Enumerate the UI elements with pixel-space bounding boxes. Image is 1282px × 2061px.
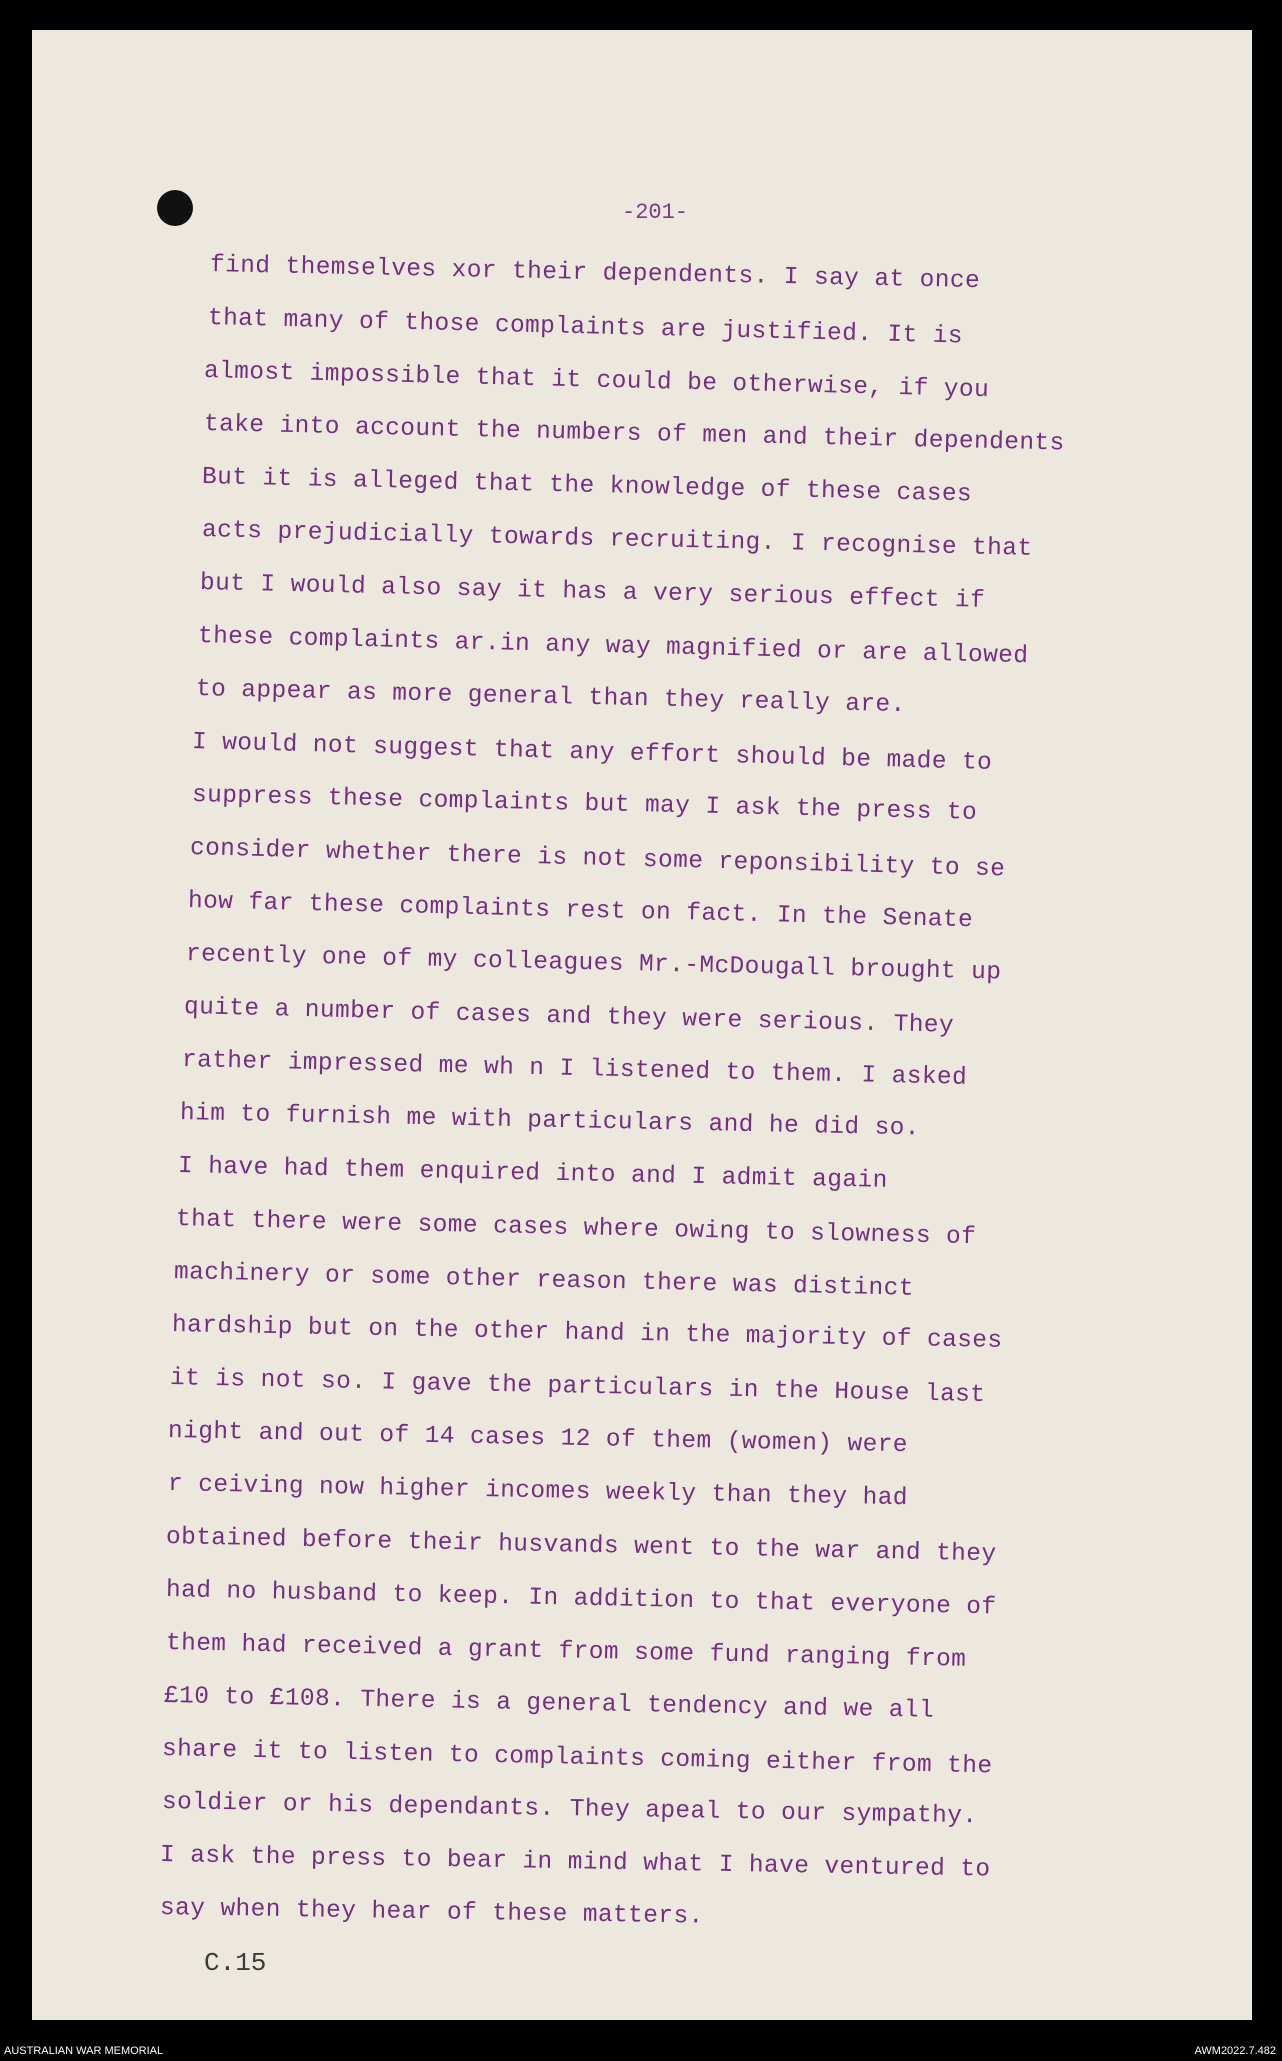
typed-line: how far these complaints rest on fact. In the Senate	[187, 888, 974, 935]
typed-line: machinery or some other reason there was distinct	[173, 1259, 915, 1303]
typed-line: hardship but on the other hand in the majority of cases	[171, 1312, 1003, 1355]
typed-line: I would not suggest that any effort should be made to	[191, 729, 993, 777]
typed-line: r ceiving now higher incomes weekly than they had	[167, 1471, 909, 1513]
typed-line: them had received a grant from some fund ranging from	[165, 1630, 967, 1674]
footer-institution: AUSTRALIAN WAR MEMORIAL	[4, 2045, 164, 2057]
typed-line: suppress these complaints but may I ask the press to	[191, 782, 978, 827]
page-number: -201-	[622, 200, 689, 225]
typed-line: say when they hear of these matters.	[159, 1895, 704, 1931]
typed-line: night and out of 14 cases 12 of them (women) were	[167, 1418, 909, 1460]
typed-line: rather impressed me wh n I listened to them. I asked	[181, 1047, 968, 1092]
typed-line: acts prejudicially towards recruiting. I recognise that	[201, 517, 1033, 563]
filing-reference: C.15	[204, 1948, 267, 1978]
typed-line: almost impossible that it could be otherwise, if you	[203, 358, 990, 405]
typed-line: that many of those complaints are justified. It is	[207, 305, 964, 351]
typed-line: it is not so. I gave the particulars in the House last	[169, 1365, 986, 1410]
typed-line: recently one of my colleagues Mr.-McDougall brought up	[185, 941, 1002, 987]
typed-line: had no husband to keep. In addition to that everyone of	[165, 1577, 997, 1622]
typed-line: quite a number of cases and they were serious. They	[183, 994, 955, 1040]
typed-line: consider whether there is not some reponsibility to se	[189, 835, 1006, 884]
typed-line: soldier or his dependants. They apeal to our sympathy.	[161, 1789, 978, 1831]
typed-line: share it to listen to complaints coming either from the	[161, 1736, 993, 1781]
typed-line: I ask the press to bear in mind what I have ventured to	[159, 1842, 991, 1884]
document-page	[32, 30, 1252, 2020]
typed-line: find themselves xor their dependents. I say at once	[209, 252, 981, 296]
typed-line: but I would also say it has a very serious effect if	[199, 570, 986, 615]
typed-line: £10 to £108. There is a general tendency and we all	[163, 1683, 935, 1725]
typed-line: these complaints ar.in any way magnified or are allowed	[197, 623, 1029, 671]
typed-line: that there were some cases where owing to slowness of	[175, 1206, 977, 1252]
typed-line: obtained before their husvands went to the war and they	[165, 1524, 997, 1569]
typed-line: him to furnish me with particulars and he did so.	[179, 1100, 921, 1143]
typed-line: to appear as more general than they really are.	[195, 676, 906, 720]
typed-line: But it is alleged that the knowledge of these cases	[201, 464, 973, 509]
footer-item-id: AWM2022.7.482	[1194, 2045, 1276, 2057]
typed-line: I have had them enquired into and I admit again	[177, 1153, 888, 1195]
typed-line: take into account the numbers of men and their dependents	[203, 411, 1065, 458]
typed-body-text	[32, 30, 1252, 2020]
